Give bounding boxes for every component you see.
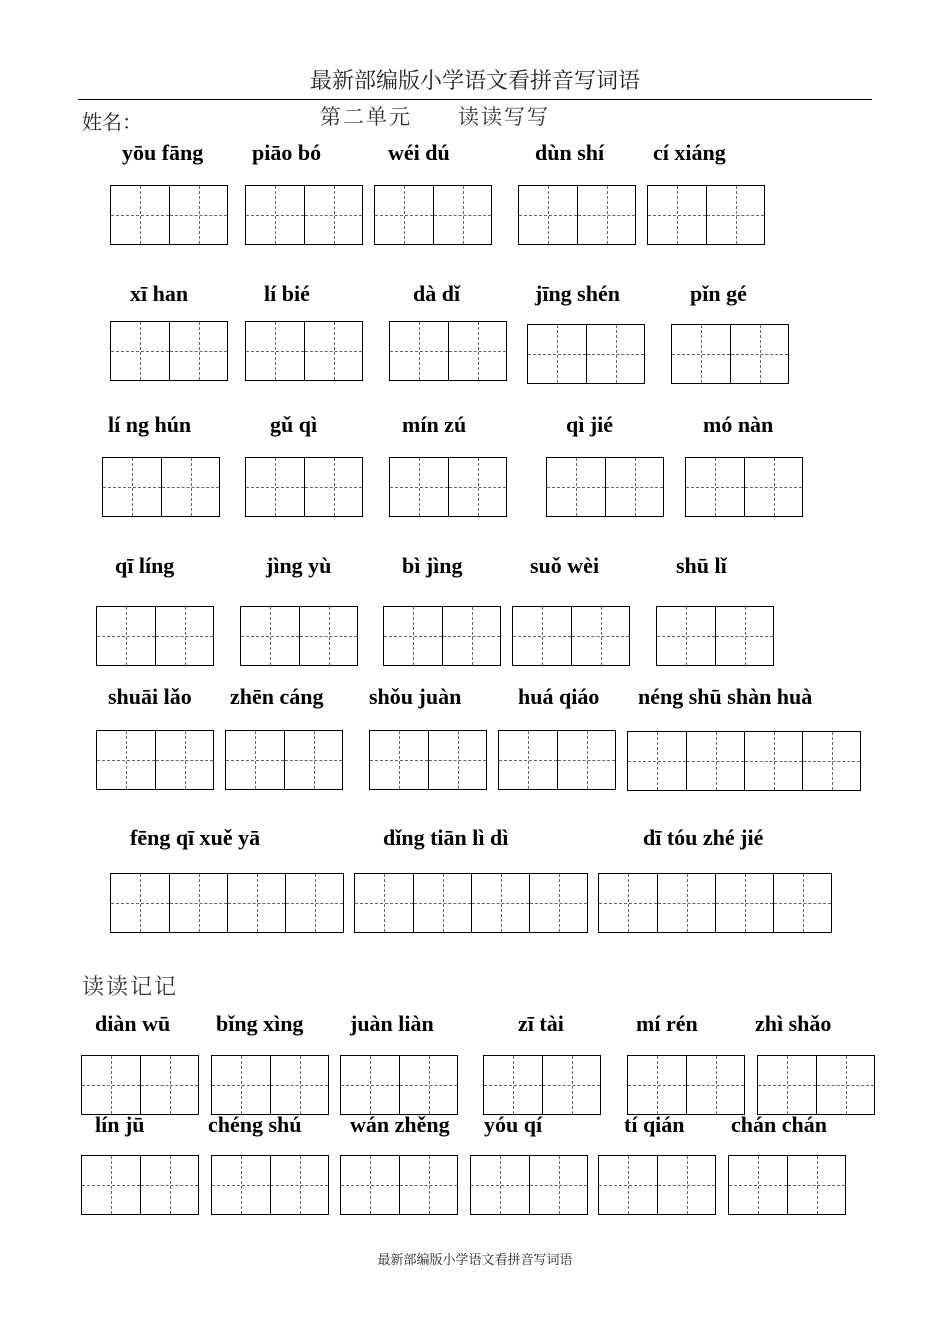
writing-box[interactable]	[245, 457, 363, 517]
character-cell[interactable]	[226, 731, 284, 789]
pinyin-label: mín zú	[402, 412, 467, 437]
character-cell[interactable]	[686, 458, 744, 516]
character-cell[interactable]	[82, 1056, 140, 1114]
character-cell[interactable]	[729, 1156, 787, 1214]
character-cell[interactable]	[730, 325, 788, 383]
character-cell[interactable]	[519, 186, 577, 244]
character-cell[interactable]	[241, 607, 299, 665]
character-cell[interactable]	[246, 322, 304, 380]
character-cell[interactable]	[529, 1156, 587, 1214]
character-cell[interactable]	[111, 186, 169, 244]
writing-box[interactable]	[518, 185, 636, 245]
character-cell[interactable]	[169, 322, 227, 380]
character-cell[interactable]	[715, 607, 773, 665]
pinyin-label: chán chán	[731, 1112, 827, 1137]
character-cell[interactable]	[758, 1056, 816, 1114]
character-cell[interactable]	[586, 325, 644, 383]
pinyin-label: zhēn cáng	[230, 684, 324, 709]
writing-box[interactable]	[627, 1055, 745, 1115]
writing-box[interactable]	[647, 185, 765, 245]
writing-box[interactable]	[245, 321, 363, 381]
pinyin-label: suǒ wèi	[530, 553, 600, 578]
character-cell[interactable]	[246, 186, 304, 244]
character-cell[interactable]	[341, 1156, 399, 1214]
character-cell[interactable]	[270, 1156, 328, 1214]
writing-box[interactable]	[81, 1055, 199, 1115]
writing-box[interactable]	[374, 185, 492, 245]
writing-box[interactable]	[470, 1155, 588, 1215]
character-cell[interactable]	[448, 458, 506, 516]
character-cell[interactable]	[528, 325, 586, 383]
character-cell[interactable]	[471, 874, 529, 932]
character-cell[interactable]	[547, 458, 605, 516]
character-cell[interactable]	[577, 186, 635, 244]
writing-box[interactable]	[671, 324, 789, 384]
character-cell[interactable]	[341, 1056, 399, 1114]
pinyin-label: dùn shí	[535, 140, 605, 165]
character-cell[interactable]	[686, 732, 744, 790]
character-cell[interactable]	[433, 186, 491, 244]
pinyin-label: juàn liàn	[350, 1011, 434, 1036]
character-cell[interactable]	[169, 186, 227, 244]
character-cell[interactable]	[657, 874, 715, 932]
character-cell[interactable]	[140, 1156, 198, 1214]
character-cell[interactable]	[384, 607, 442, 665]
character-cell[interactable]	[571, 607, 629, 665]
character-cell[interactable]	[471, 1156, 529, 1214]
writing-box[interactable]	[369, 730, 487, 790]
pinyin-label: shuāi lǎo	[108, 684, 192, 709]
writing-box[interactable]	[110, 873, 344, 933]
writing-box[interactable]	[340, 1055, 458, 1115]
character-cell[interactable]	[628, 1056, 686, 1114]
section-label-read-remember: 读读记记	[82, 975, 179, 1000]
page-title: 最新部编版小学语文看拼音写词语	[309, 69, 640, 94]
writing-box[interactable]	[389, 321, 507, 381]
page-footer: 最新部编版小学语文看拼音写词语	[377, 1253, 573, 1268]
writing-box[interactable]	[110, 185, 228, 245]
pinyin-label: dī tóu zhé jié	[643, 825, 764, 850]
character-cell[interactable]	[212, 1156, 270, 1214]
writing-box[interactable]	[527, 324, 645, 384]
writing-box[interactable]	[110, 321, 228, 381]
writing-box[interactable]	[225, 730, 343, 790]
character-cell[interactable]	[529, 874, 587, 932]
character-cell[interactable]	[816, 1056, 874, 1114]
writing-box[interactable]	[340, 1155, 458, 1215]
character-cell[interactable]	[744, 732, 802, 790]
character-cell[interactable]	[448, 322, 506, 380]
pinyin-label: qī líng	[115, 553, 175, 578]
character-cell[interactable]	[299, 607, 357, 665]
writing-box[interactable]	[383, 606, 501, 666]
writing-box[interactable]	[245, 185, 363, 245]
writing-box[interactable]	[96, 606, 214, 666]
pinyin-label: jìng yù	[266, 553, 332, 578]
pinyin-label: chéng shú	[208, 1112, 302, 1137]
character-cell[interactable]	[787, 1156, 845, 1214]
character-cell[interactable]	[399, 1056, 457, 1114]
character-cell[interactable]	[557, 731, 615, 789]
character-cell[interactable]	[169, 874, 227, 932]
character-cell[interactable]	[155, 607, 213, 665]
character-cell[interactable]	[672, 325, 730, 383]
character-cell[interactable]	[285, 874, 343, 932]
character-cell[interactable]	[628, 732, 686, 790]
pinyin-label: wéi dú	[388, 140, 450, 165]
writing-box[interactable]	[498, 730, 616, 790]
character-cell[interactable]	[428, 731, 486, 789]
character-cell[interactable]	[246, 458, 304, 516]
character-cell[interactable]	[370, 731, 428, 789]
pinyin-label: wán zhěng	[350, 1112, 450, 1137]
character-cell[interactable]	[706, 186, 764, 244]
character-cell[interactable]	[513, 607, 571, 665]
writing-box[interactable]	[96, 730, 214, 790]
writing-box[interactable]	[685, 457, 803, 517]
character-cell[interactable]	[161, 458, 219, 516]
character-cell[interactable]	[399, 1156, 457, 1214]
writing-box[interactable]	[240, 606, 358, 666]
pinyin-label: qì jié	[566, 412, 614, 437]
pinyin-label: shū lǐ	[676, 553, 727, 578]
character-cell[interactable]	[103, 458, 161, 516]
writing-box[interactable]	[211, 1055, 329, 1115]
writing-box[interactable]	[757, 1055, 875, 1115]
character-cell[interactable]	[375, 186, 433, 244]
writing-box[interactable]	[483, 1055, 601, 1115]
character-cell[interactable]	[97, 607, 155, 665]
pinyin-label: bì jìng	[402, 553, 463, 578]
writing-box[interactable]	[656, 606, 774, 666]
writing-box[interactable]	[598, 1155, 716, 1215]
writing-box[interactable]	[546, 457, 664, 517]
character-cell[interactable]	[82, 1156, 140, 1214]
character-cell[interactable]	[111, 874, 169, 932]
name-label: 姓名：	[82, 110, 142, 134]
character-cell[interactable]	[484, 1056, 542, 1114]
character-cell[interactable]	[390, 322, 448, 380]
character-cell[interactable]	[304, 186, 362, 244]
character-cell[interactable]	[97, 731, 155, 789]
character-cell[interactable]	[648, 186, 706, 244]
pinyin-label: mó nàn	[703, 412, 774, 437]
pinyin-label: piāo bó	[252, 140, 322, 165]
writing-box[interactable]	[102, 457, 220, 517]
pinyin-label: lí ng hún	[108, 412, 192, 437]
writing-box[interactable]	[598, 873, 832, 933]
pinyin-label: diàn wū	[95, 1011, 171, 1036]
pinyin-label: tí qián	[624, 1112, 685, 1137]
pinyin-label: yóu qí	[484, 1112, 543, 1137]
pinyin-label: pǐn gé	[690, 281, 747, 306]
character-cell[interactable]	[270, 1056, 328, 1114]
pinyin-label: néng shū shàn huà	[638, 684, 813, 709]
character-cell[interactable]	[111, 322, 169, 380]
character-cell[interactable]	[284, 731, 342, 789]
character-cell[interactable]	[304, 322, 362, 380]
character-cell[interactable]	[155, 731, 213, 789]
character-cell[interactable]	[802, 732, 860, 790]
character-cell[interactable]	[686, 1056, 744, 1114]
character-cell[interactable]	[605, 458, 663, 516]
pinyin-label: yōu fāng	[122, 140, 204, 165]
character-cell[interactable]	[657, 1156, 715, 1214]
character-cell[interactable]	[355, 874, 413, 932]
character-cell[interactable]	[599, 1156, 657, 1214]
pinyin-label: zhì shǎo	[755, 1011, 832, 1036]
character-cell[interactable]	[390, 458, 448, 516]
pinyin-label: mí rén	[636, 1011, 698, 1036]
pinyin-label: gǔ qì	[270, 412, 318, 437]
pinyin-label: cí xiáng	[653, 140, 726, 165]
pinyin-label: lín jū	[95, 1112, 145, 1137]
character-cell[interactable]	[773, 874, 831, 932]
character-cell[interactable]	[499, 731, 557, 789]
character-cell[interactable]	[744, 458, 802, 516]
pinyin-label: fēng qī xuě yā	[130, 825, 261, 850]
writing-box[interactable]	[211, 1155, 329, 1215]
pinyin-label: xī han	[130, 281, 189, 306]
pinyin-label: bǐng xìng	[216, 1011, 304, 1036]
writing-box[interactable]	[389, 457, 507, 517]
pinyin-label: huá qiáo	[518, 684, 600, 709]
pinyin-label: shǒu juàn	[369, 684, 462, 709]
writing-box[interactable]	[512, 606, 630, 666]
pinyin-label: lí bié	[264, 281, 310, 306]
character-cell[interactable]	[657, 607, 715, 665]
header-rule	[78, 99, 872, 100]
character-cell[interactable]	[715, 874, 773, 932]
pinyin-label: dà dǐ	[413, 281, 461, 306]
character-cell[interactable]	[140, 1056, 198, 1114]
character-cell[interactable]	[442, 607, 500, 665]
pinyin-label: zī tài	[518, 1011, 564, 1036]
character-cell[interactable]	[542, 1056, 600, 1114]
character-cell[interactable]	[227, 874, 285, 932]
unit-label: 第二单元 读读写写	[320, 105, 550, 129]
writing-box[interactable]	[728, 1155, 846, 1215]
character-cell[interactable]	[413, 874, 471, 932]
writing-box[interactable]	[627, 731, 861, 791]
pinyin-label: dǐng tiān lì dì	[383, 825, 509, 850]
writing-box[interactable]	[81, 1155, 199, 1215]
character-cell[interactable]	[212, 1056, 270, 1114]
character-cell[interactable]	[304, 458, 362, 516]
writing-box[interactable]	[354, 873, 588, 933]
pinyin-label: jīng shén	[535, 281, 620, 306]
character-cell[interactable]	[599, 874, 657, 932]
